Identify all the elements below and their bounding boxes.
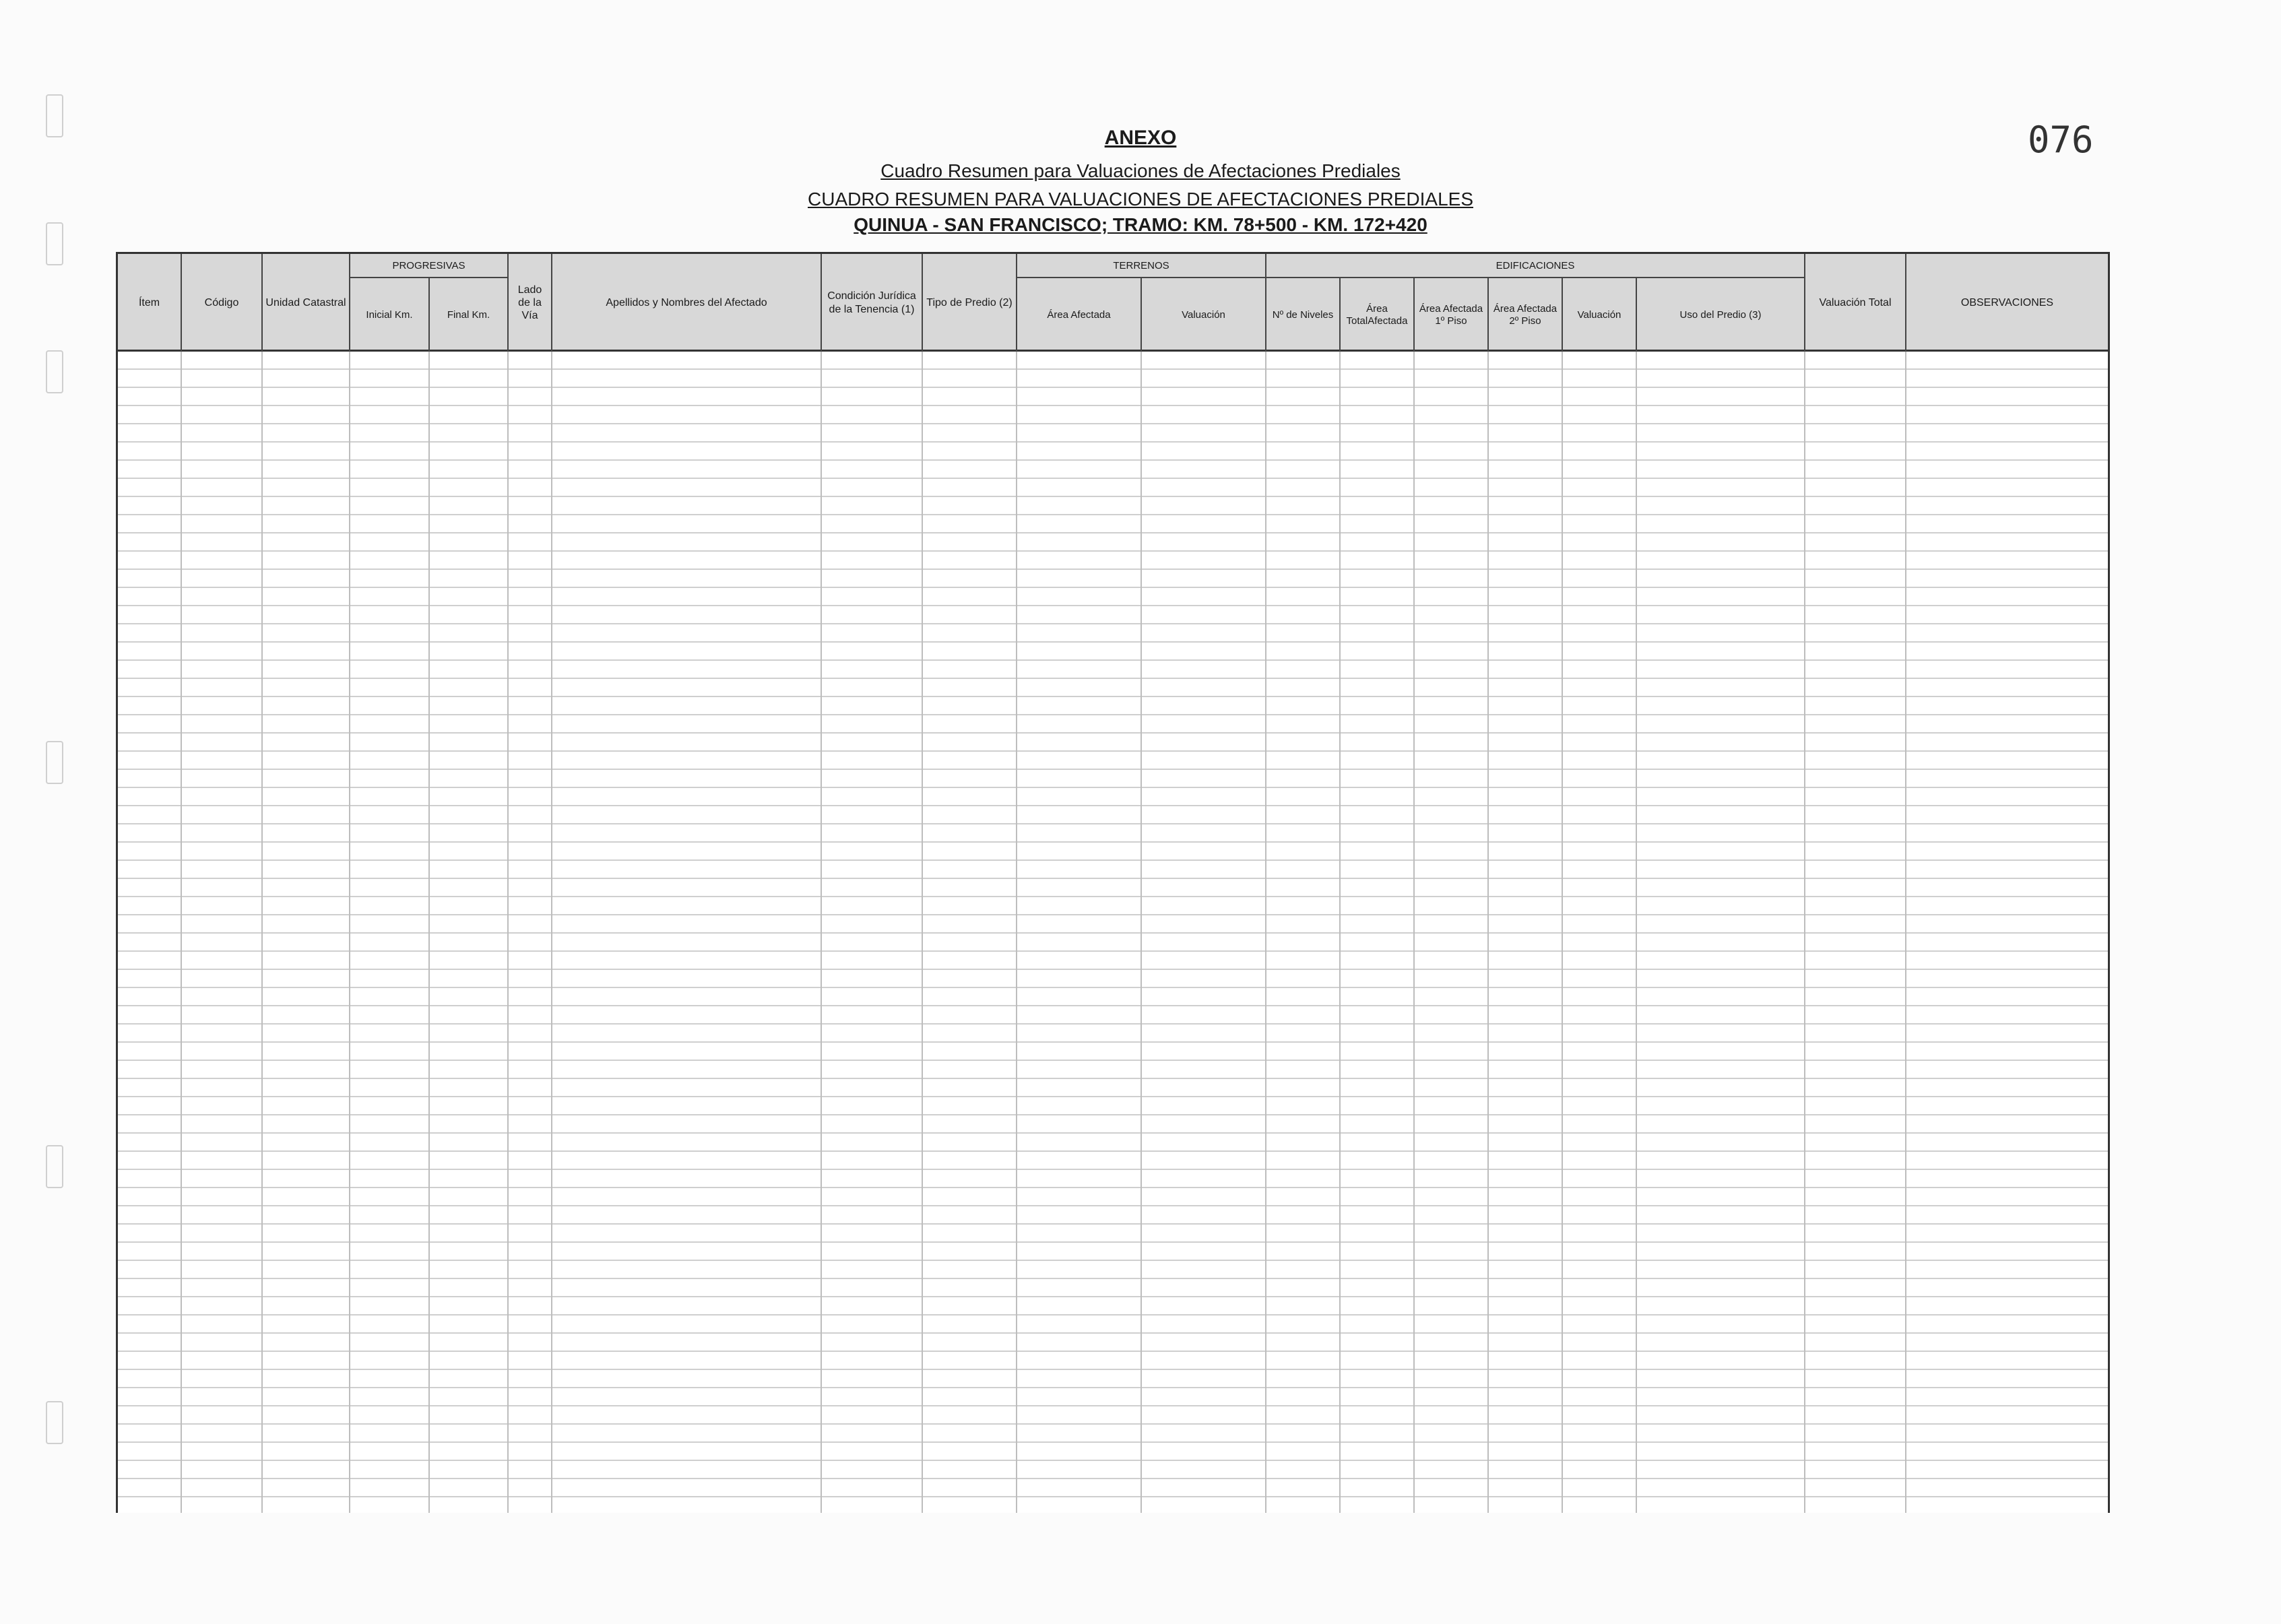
document-heading: CUADRO RESUMEN PARA VALUACIONES DE AFECTACIONES PREDIALES: [808, 189, 1473, 209]
col-valuacion-total: Valuación Total: [1805, 254, 1906, 352]
col-uso: Uso del Predio (3): [1637, 278, 1805, 352]
col-lado-via: Lado de la Vía: [509, 254, 552, 352]
col-niveles: Nº de Niveles: [1266, 278, 1341, 352]
valuation-table: [116, 252, 2110, 1513]
column-rule: [1804, 352, 1805, 1513]
punch-hole: [46, 741, 63, 784]
column-rule: [349, 352, 350, 1513]
column-rule: [1413, 352, 1415, 1513]
col-tipo-predio: Tipo de Predio (2): [923, 254, 1017, 352]
column-rule: [428, 352, 430, 1513]
col-codigo: Código: [182, 254, 263, 352]
column-rule: [1487, 352, 1489, 1513]
column-rule: [821, 352, 822, 1513]
column-rule: [1905, 352, 1906, 1513]
col-area-total: Área TotalAfectada: [1341, 278, 1415, 352]
table-body: [118, 352, 2108, 1513]
column-rule: [181, 352, 182, 1513]
column-rule: [507, 352, 509, 1513]
group-edificaciones: EDIFICACIONES: [1266, 254, 1805, 278]
column-rule: [261, 352, 263, 1513]
col-area-afectada: Área Afectada: [1017, 278, 1142, 352]
col-valuacion-edif: Valuación: [1563, 278, 1637, 352]
column-rule: [1140, 352, 1142, 1513]
document-section: QUINUA - SAN FRANCISCO; TRAMO: KM. 78+500 - KM. 172+420: [854, 214, 1427, 235]
column-rule: [551, 352, 552, 1513]
col-apellidos: Apellidos y Nombres del Afectado: [552, 254, 822, 352]
document-subtitle: Cuadro Resumen para Valuaciones de Afectaciones Prediales: [880, 160, 1401, 181]
col-inicial: Inicial Km.: [350, 278, 430, 352]
col-item: Ítem: [118, 254, 182, 352]
col-area-2: Área Afectada 2º Piso: [1489, 278, 1563, 352]
group-progresivas: PROGRESIVAS: [350, 254, 509, 278]
punch-hole: [46, 350, 63, 393]
column-rule: [1339, 352, 1341, 1513]
column-rule: [1016, 352, 1017, 1513]
col-condicion: Condición Jurídica de la Tenencia (1): [822, 254, 923, 352]
col-final: Final Km.: [430, 278, 509, 352]
group-terrenos: TERRENOS: [1017, 254, 1266, 278]
punch-hole: [46, 1401, 63, 1444]
column-rule: [922, 352, 923, 1513]
col-unidad-catastral: Unidad Catastral: [263, 254, 350, 352]
page-number: 076: [2028, 119, 2094, 161]
column-rule: [1265, 352, 1266, 1513]
table-header: [118, 254, 2108, 352]
col-valuacion-terreno: Valuación: [1142, 278, 1266, 352]
col-observaciones: OBSERVACIONES: [1960, 296, 2054, 308]
column-rule: [1636, 352, 1637, 1513]
document-title: ANEXO: [1104, 127, 1177, 149]
punch-hole: [46, 1145, 63, 1188]
col-area-1: Área Afectada 1º Piso: [1415, 278, 1489, 352]
column-rule: [1562, 352, 1563, 1513]
